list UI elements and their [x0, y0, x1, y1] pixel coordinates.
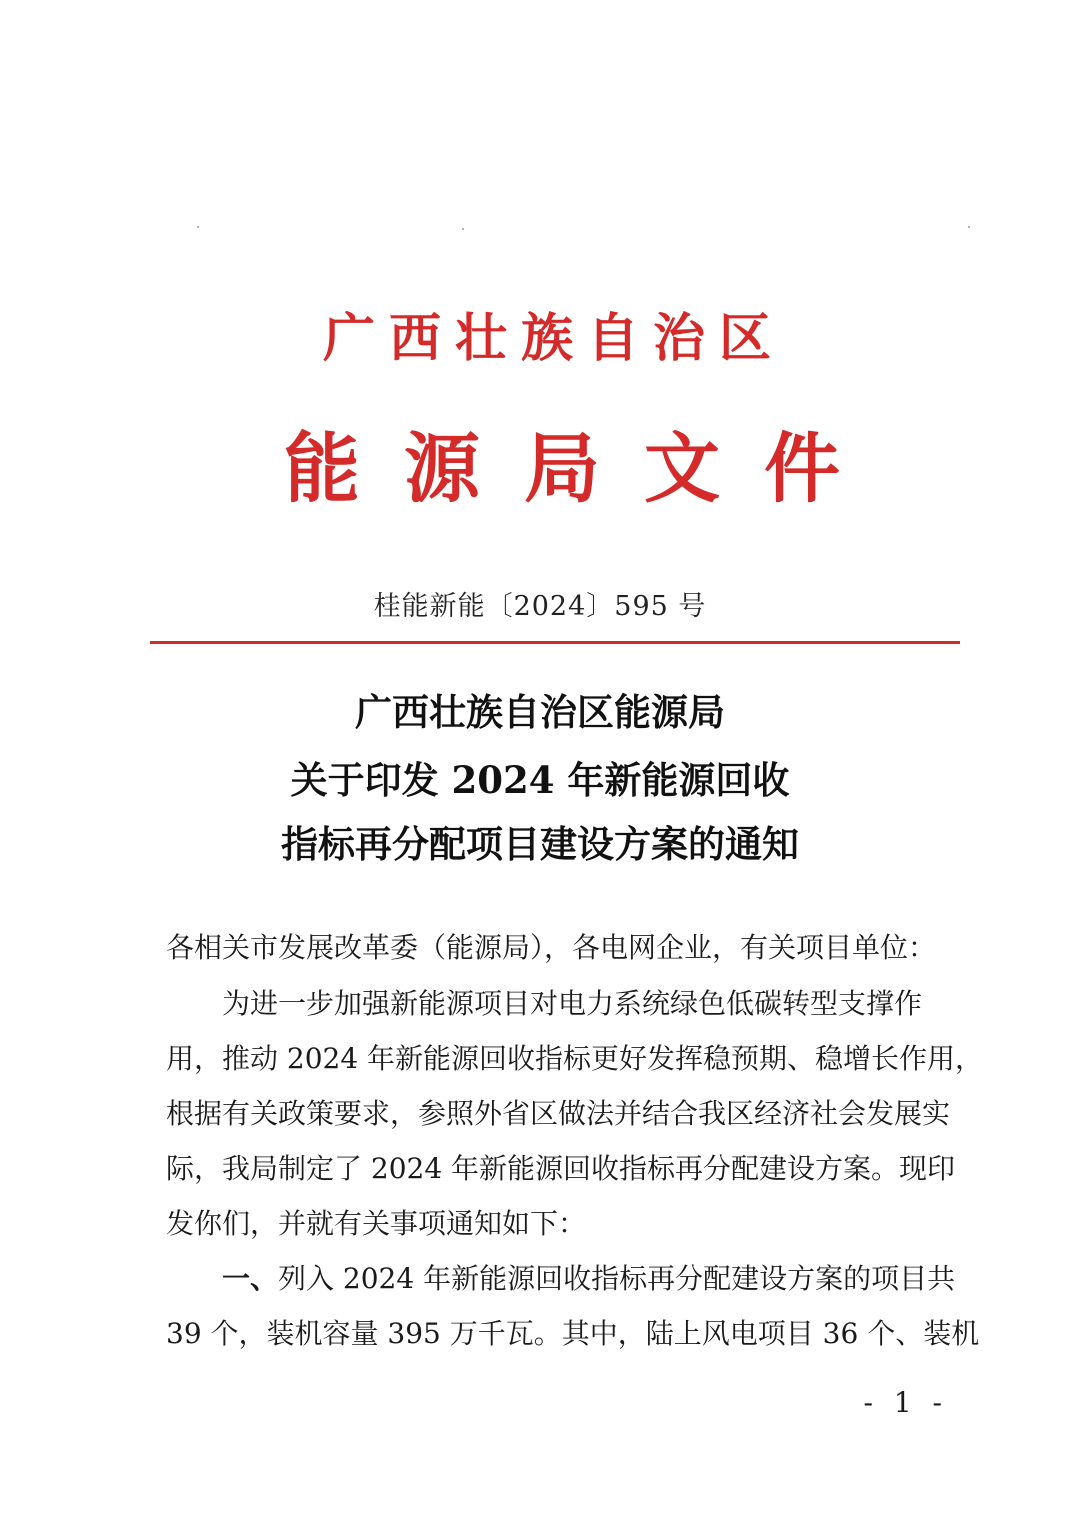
paragraph-1 — [166, 976, 984, 1251]
document-title-line-1: 广西壮族自治区能源局 — [355, 690, 725, 734]
paragraph-line — [166, 1251, 956, 1306]
paragraph-line: 39 个，装机容量 395 万千瓦。其中，陆上风电项目 36 个、装机 — [166, 1317, 980, 1350]
item-1-label: 一、 — [222, 1262, 279, 1295]
document-title-line-3: 指标再分配项目建设方案的通知 — [281, 822, 799, 866]
issuer-document-title: 能源局文件 — [284, 424, 884, 513]
item-1-paragraph — [166, 1251, 980, 1361]
paragraph-line: 为进一步加强新能源项目对电力系统绿色低碳转型支撑作 — [222, 987, 923, 1020]
document-title-line-2: 关于印发 2024 年新能源回收 — [290, 758, 790, 802]
paragraph-line: 发你们，并就有关事项通知如下： — [166, 1207, 587, 1240]
paragraph-line: 际，我局制定了 2024 年新能源回收指标再分配建设方案。现印 — [166, 1152, 956, 1185]
paragraph-line: 根据有关政策要求，参照外省区做法并结合我区经济社会发展实 — [166, 1097, 951, 1130]
scan-speck — [968, 226, 970, 228]
issuer-name-line: 广西壮族自治区 — [322, 308, 785, 369]
scan-speck — [462, 228, 464, 230]
page-number: - 1 - — [863, 1386, 948, 1419]
red-separator-rule — [150, 641, 960, 644]
salutation: 各相关市发展改革委（能源局），各电网企业，有关项目单位： — [166, 931, 937, 964]
paragraph-line: 用，推动 2024 年新能源回收指标更好发挥稳预期、稳增长作用， — [166, 1042, 984, 1075]
document-number: 桂能新能〔2024〕595 号 — [373, 591, 707, 622]
item-1-text: 列入 2024 年新能源回收指标再分配建设方案的项目共 — [278, 1262, 956, 1295]
scan-speck — [197, 226, 199, 228]
